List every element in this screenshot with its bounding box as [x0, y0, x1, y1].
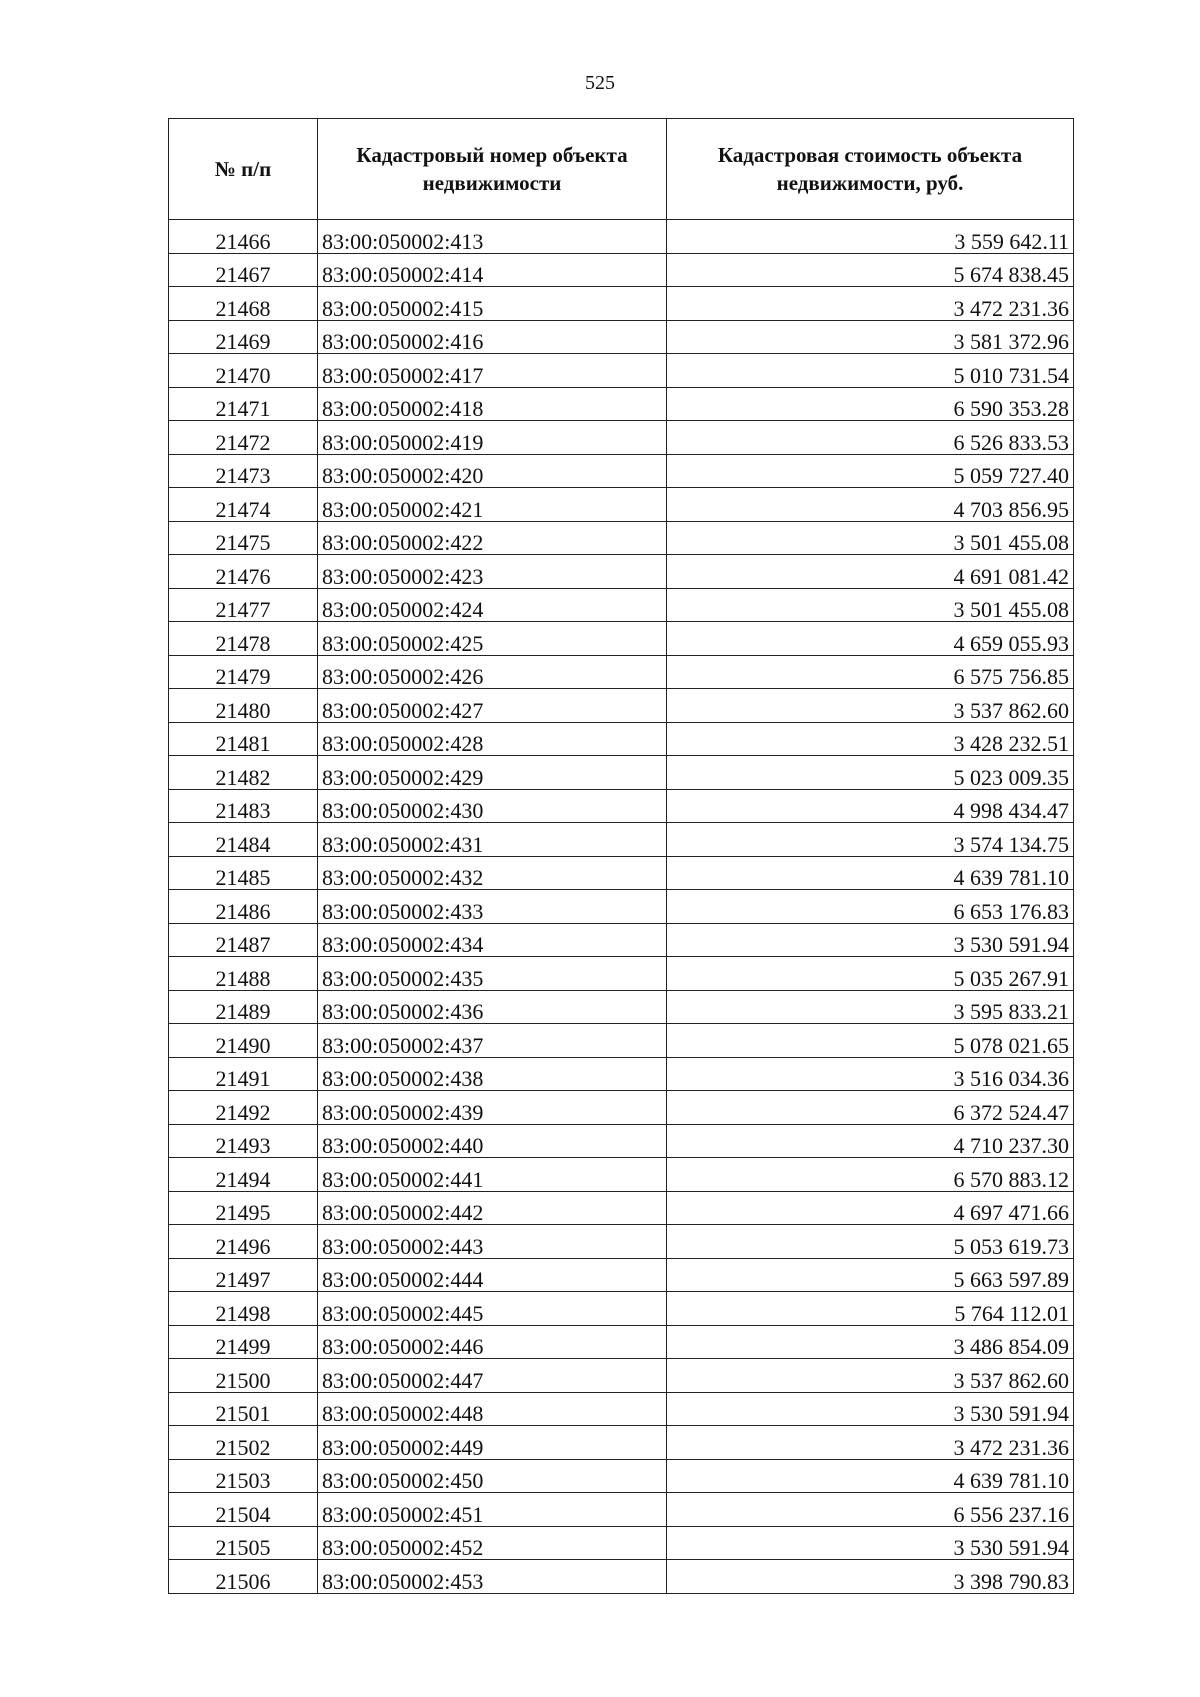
table-row	[169, 588, 1074, 622]
cadastral-number-cell: 83:00:050002:440	[318, 1124, 667, 1158]
cadastral-value-cell: 3 559 642.11	[667, 220, 1074, 254]
table-row	[169, 622, 1074, 656]
table-row	[169, 923, 1074, 957]
cadastral-value-cell: 5 035 267.91	[667, 957, 1074, 991]
cadastral-number-cell: 83:00:050002:428	[318, 722, 667, 756]
table-row	[169, 655, 1074, 689]
cadastral-value-cell: 3 530 591.94	[667, 1392, 1074, 1426]
cadastral-number-cell: 83:00:050002:450	[318, 1459, 667, 1493]
row-number-cell: 21498	[169, 1292, 318, 1326]
cadastral-number-cell: 83:00:050002:427	[318, 689, 667, 723]
table-row	[169, 253, 1074, 287]
cadastral-number-cell: 83:00:050002:413	[318, 220, 667, 254]
cadastral-number-cell: 83:00:050002:435	[318, 957, 667, 991]
cadastral-number-cell: 83:00:050002:414	[318, 253, 667, 287]
cadastral-value-cell: 5 663 597.89	[667, 1258, 1074, 1292]
table-row	[169, 1359, 1074, 1393]
cadastral-value-cell: 4 639 781.10	[667, 856, 1074, 890]
cadastral-value-cell: 4 691 081.42	[667, 555, 1074, 589]
cadastral-number-cell: 83:00:050002:415	[318, 287, 667, 321]
cadastral-number-cell: 83:00:050002:451	[318, 1493, 667, 1527]
table-row	[169, 789, 1074, 823]
cadastral-value-cell: 5 010 731.54	[667, 354, 1074, 388]
table-row	[169, 957, 1074, 991]
cadastral-value-cell: 4 697 471.66	[667, 1191, 1074, 1225]
cadastral-value-cell: 4 639 781.10	[667, 1459, 1074, 1493]
row-number-cell: 21499	[169, 1325, 318, 1359]
row-number-cell: 21478	[169, 622, 318, 656]
cadastral-number-cell: 83:00:050002:446	[318, 1325, 667, 1359]
cadastral-number-cell: 83:00:050002:420	[318, 454, 667, 488]
cadastral-value-cell: 3 501 455.08	[667, 588, 1074, 622]
cadastral-number-cell: 83:00:050002:418	[318, 387, 667, 421]
cadastral-number-cell: 83:00:050002:430	[318, 789, 667, 823]
row-number-cell: 21497	[169, 1258, 318, 1292]
row-number-cell: 21502	[169, 1426, 318, 1460]
table-row	[169, 1325, 1074, 1359]
cadastral-value-cell: 6 570 883.12	[667, 1158, 1074, 1192]
cadastral-value-cell: 3 537 862.60	[667, 1359, 1074, 1393]
table-row	[169, 287, 1074, 321]
table-row	[169, 689, 1074, 723]
table-row	[169, 1493, 1074, 1527]
row-number-cell: 21488	[169, 957, 318, 991]
table-row	[169, 722, 1074, 756]
cadastral-value-cell: 3 530 591.94	[667, 923, 1074, 957]
cadastral-value-cell: 3 501 455.08	[667, 521, 1074, 555]
cadastral-number-cell: 83:00:050002:433	[318, 890, 667, 924]
row-number-cell: 21481	[169, 722, 318, 756]
cadastral-value-table	[168, 118, 1074, 1594]
table-row	[169, 1024, 1074, 1058]
table-row	[169, 890, 1074, 924]
row-number-cell: 21472	[169, 421, 318, 455]
row-number-cell: 21474	[169, 488, 318, 522]
cadastral-value-cell: 5 078 021.65	[667, 1024, 1074, 1058]
cadastral-value-cell: 3 472 231.36	[667, 287, 1074, 321]
cadastral-number-cell: 83:00:050002:453	[318, 1560, 667, 1594]
table-header-row	[169, 119, 1074, 220]
cadastral-value-cell: 3 398 790.83	[667, 1560, 1074, 1594]
cadastral-value-cell: 3 486 854.09	[667, 1325, 1074, 1359]
row-number-cell: 21490	[169, 1024, 318, 1058]
cadastral-number-cell: 83:00:050002:416	[318, 320, 667, 354]
row-number-cell: 21471	[169, 387, 318, 421]
cadastral-number-cell: 83:00:050002:439	[318, 1091, 667, 1125]
cadastral-value-cell: 6 575 756.85	[667, 655, 1074, 689]
row-number-cell: 21485	[169, 856, 318, 890]
cadastral-value-cell: 3 595 833.21	[667, 990, 1074, 1024]
table-row	[169, 1526, 1074, 1560]
cadastral-value-cell: 3 472 231.36	[667, 1426, 1074, 1460]
row-number-cell: 21493	[169, 1124, 318, 1158]
cadastral-value-cell: 5 764 112.01	[667, 1292, 1074, 1326]
row-number-cell: 21501	[169, 1392, 318, 1426]
table-row	[169, 488, 1074, 522]
row-number-cell: 21468	[169, 287, 318, 321]
cadastral-number-cell: 83:00:050002:436	[318, 990, 667, 1024]
table-body	[169, 220, 1074, 1594]
cadastral-number-cell: 83:00:050002:442	[318, 1191, 667, 1225]
table-row	[169, 521, 1074, 555]
cadastral-value-cell: 3 574 134.75	[667, 823, 1074, 857]
row-number-cell: 21470	[169, 354, 318, 388]
row-number-cell: 21480	[169, 689, 318, 723]
cadastral-number-cell: 83:00:050002:432	[318, 856, 667, 890]
cadastral-number-cell: 83:00:050002:443	[318, 1225, 667, 1259]
row-number-cell: 21496	[169, 1225, 318, 1259]
table-row	[169, 1124, 1074, 1158]
table-row	[169, 756, 1074, 790]
row-number-cell: 21483	[169, 789, 318, 823]
table-row	[169, 387, 1074, 421]
cadastral-value-cell: 3 516 034.36	[667, 1057, 1074, 1091]
cadastral-number-cell: 83:00:050002:447	[318, 1359, 667, 1393]
cadastral-number-cell: 83:00:050002:444	[318, 1258, 667, 1292]
table-row	[169, 454, 1074, 488]
table-row	[169, 1426, 1074, 1460]
table-row	[169, 1258, 1074, 1292]
table-row	[169, 823, 1074, 857]
row-number-cell: 21475	[169, 521, 318, 555]
cadastral-number-cell: 83:00:050002:417	[318, 354, 667, 388]
row-number-cell: 21466	[169, 220, 318, 254]
cadastral-value-cell: 4 710 237.30	[667, 1124, 1074, 1158]
row-number-cell: 21494	[169, 1158, 318, 1192]
table-row	[169, 1560, 1074, 1594]
cadastral-number-cell: 83:00:050002:429	[318, 756, 667, 790]
row-number-cell: 21495	[169, 1191, 318, 1225]
table-row	[169, 1191, 1074, 1225]
cadastral-number-cell: 83:00:050002:423	[318, 555, 667, 589]
table-row	[169, 1392, 1074, 1426]
table-row	[169, 1057, 1074, 1091]
cadastral-value-cell: 4 703 856.95	[667, 488, 1074, 522]
cadastral-number-cell: 83:00:050002:445	[318, 1292, 667, 1326]
cadastral-number-cell: 83:00:050002:419	[318, 421, 667, 455]
cadastral-number-cell: 83:00:050002:425	[318, 622, 667, 656]
cadastral-number-cell: 83:00:050002:437	[318, 1024, 667, 1058]
table-row	[169, 320, 1074, 354]
table-row	[169, 555, 1074, 589]
page-number: 525	[585, 72, 615, 94]
row-number-cell: 21477	[169, 588, 318, 622]
cadastral-number-cell: 83:00:050002:441	[318, 1158, 667, 1192]
row-number-cell: 21482	[169, 756, 318, 790]
cadastral-value-cell: 6 526 833.53	[667, 421, 1074, 455]
table-row	[169, 421, 1074, 455]
row-number-cell: 21479	[169, 655, 318, 689]
cadastral-value-cell: 6 590 353.28	[667, 387, 1074, 421]
header-cadastral-number: Кадастровый номер объекта недвижимости	[318, 119, 667, 220]
table-row	[169, 1292, 1074, 1326]
cadastral-value-cell: 3 581 372.96	[667, 320, 1074, 354]
cadastral-number-cell: 83:00:050002:448	[318, 1392, 667, 1426]
cadastral-number-cell: 83:00:050002:449	[318, 1426, 667, 1460]
table-row	[169, 990, 1074, 1024]
cadastral-number-cell: 83:00:050002:424	[318, 588, 667, 622]
cadastral-value-cell: 5 674 838.45	[667, 253, 1074, 287]
cadastral-value-cell: 6 653 176.83	[667, 890, 1074, 924]
cadastral-value-cell: 5 059 727.40	[667, 454, 1074, 488]
row-number-cell: 21484	[169, 823, 318, 857]
table-row	[169, 1158, 1074, 1192]
row-number-cell: 21467	[169, 253, 318, 287]
row-number-cell: 21492	[169, 1091, 318, 1125]
cadastral-number-cell: 83:00:050002:421	[318, 488, 667, 522]
row-number-cell: 21505	[169, 1526, 318, 1560]
cadastral-number-cell: 83:00:050002:452	[318, 1526, 667, 1560]
table-row	[169, 220, 1074, 254]
header-cadastral-value: Кадастровая стоимость объекта недвижимости, руб.	[667, 119, 1074, 220]
table-row	[169, 1091, 1074, 1125]
header-row-number: № п/п	[169, 119, 318, 220]
row-number-cell: 21491	[169, 1057, 318, 1091]
row-number-cell: 21469	[169, 320, 318, 354]
cadastral-number-cell: 83:00:050002:431	[318, 823, 667, 857]
cadastral-value-cell: 6 372 524.47	[667, 1091, 1074, 1125]
cadastral-value-cell: 3 537 862.60	[667, 689, 1074, 723]
cadastral-value-cell: 5 023 009.35	[667, 756, 1074, 790]
cadastral-value-cell: 6 556 237.16	[667, 1493, 1074, 1527]
cadastral-number-cell: 83:00:050002:434	[318, 923, 667, 957]
cadastral-value-cell: 5 053 619.73	[667, 1225, 1074, 1259]
table-row	[169, 354, 1074, 388]
table-row	[169, 1459, 1074, 1493]
cadastral-value-cell: 4 998 434.47	[667, 789, 1074, 823]
row-number-cell: 21476	[169, 555, 318, 589]
cadastral-number-cell: 83:00:050002:426	[318, 655, 667, 689]
table-row	[169, 1225, 1074, 1259]
cadastral-value-cell: 3 530 591.94	[667, 1526, 1074, 1560]
cadastral-value-cell: 4 659 055.93	[667, 622, 1074, 656]
table-row	[169, 856, 1074, 890]
row-number-cell: 21503	[169, 1459, 318, 1493]
row-number-cell: 21506	[169, 1560, 318, 1594]
cadastral-number-cell: 83:00:050002:438	[318, 1057, 667, 1091]
cadastral-number-cell: 83:00:050002:422	[318, 521, 667, 555]
cadastral-value-cell: 3 428 232.51	[667, 722, 1074, 756]
row-number-cell: 21487	[169, 923, 318, 957]
row-number-cell: 21504	[169, 1493, 318, 1527]
row-number-cell: 21489	[169, 990, 318, 1024]
row-number-cell: 21473	[169, 454, 318, 488]
row-number-cell: 21500	[169, 1359, 318, 1393]
row-number-cell: 21486	[169, 890, 318, 924]
